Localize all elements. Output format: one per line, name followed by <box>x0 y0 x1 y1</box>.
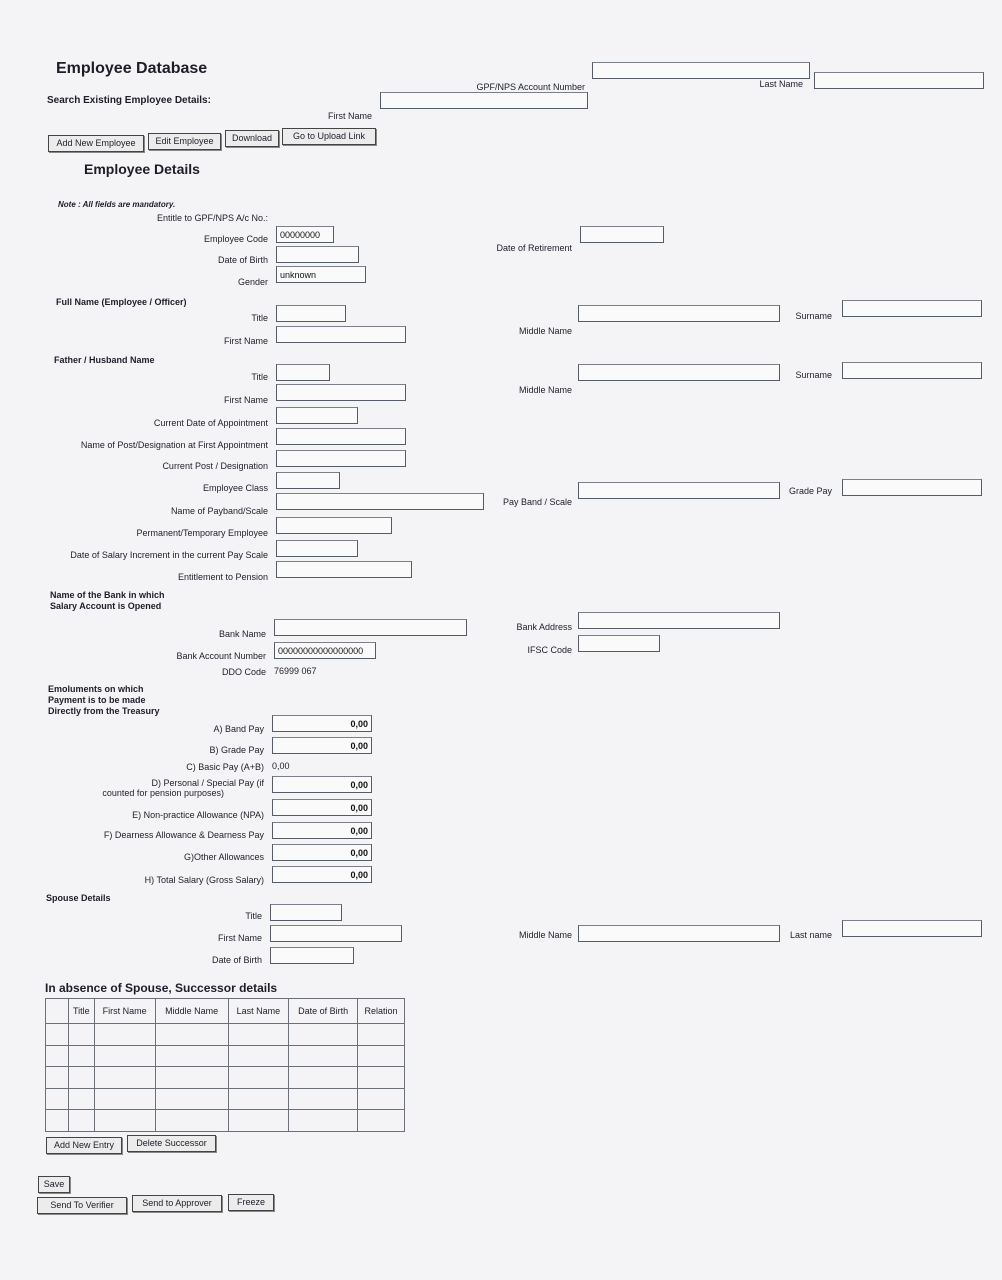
bank-heading: Name of the Bank in which Salary Account is Opened <box>50 590 165 611</box>
first-name-search-input[interactable] <box>380 92 588 109</box>
increment-label: Date of Salary Increment in the current Pay Scale <box>70 550 268 560</box>
col-dob: Date of Birth <box>289 999 358 1024</box>
personal-pay-label-1: D) Personal / Special Pay (if <box>151 778 264 788</box>
spouse-dob-label: Date of Birth <box>211 955 262 965</box>
freeze-button[interactable]: Freeze <box>228 1194 274 1211</box>
send-verifier-button[interactable]: Send To Verifier <box>37 1197 127 1214</box>
last-name-search-label: Last Name <box>759 79 803 89</box>
save-button[interactable]: Save <box>38 1176 70 1193</box>
spouse-dob-input[interactable] <box>270 947 354 964</box>
da-label: F) Dearness Allowance & Dearness Pay <box>103 830 264 840</box>
gpf-search-label: GPF/NPS Account Number <box>476 82 585 92</box>
payband-name-input[interactable] <box>276 493 484 510</box>
gpf-search-input[interactable] <box>592 62 810 79</box>
payband-name-label: Name of Payband/Scale <box>170 506 268 516</box>
grade-pay-label: Grade Pay <box>788 486 832 496</box>
add-entry-button[interactable]: Add New Entry <box>46 1137 122 1154</box>
dob-input[interactable] <box>276 246 359 263</box>
spouse-middle-input[interactable] <box>578 925 780 942</box>
entitle-label: Entitle to GPF/NPS A/c No.: <box>156 213 268 223</box>
ddo-value: 76999 067 <box>274 666 317 676</box>
emoluments-heading: Emoluments on which Payment is to be made Directly from the Treasury <box>48 684 160 716</box>
col-last-name: Last Name <box>228 999 289 1024</box>
spouse-middle-label: Middle Name <box>518 930 572 940</box>
pension-label: Entitlement to Pension <box>177 572 268 582</box>
details-heading: Employee Details <box>84 161 200 177</box>
retirement-label: Date of Retirement <box>496 243 572 253</box>
other-allowances-input[interactable] <box>272 844 372 861</box>
npa-label: E) Non-practice Allowance (NPA) <box>132 810 264 820</box>
full-name-middle-label: Middle Name <box>518 326 572 336</box>
account-input[interactable] <box>274 642 376 659</box>
employee-code-label: Employee Code <box>203 234 268 244</box>
table-row[interactable] <box>46 1024 405 1046</box>
band-pay-input[interactable] <box>272 715 372 732</box>
payband-input[interactable] <box>578 482 780 499</box>
other-allowances-label: G)Other Allowances <box>183 852 264 862</box>
father-first-input[interactable] <box>276 384 406 401</box>
class-label: Employee Class <box>202 483 268 493</box>
father-surname-label: Surname <box>795 370 832 380</box>
spouse-first-label: First Name <box>217 933 262 943</box>
last-name-search-input[interactable] <box>814 72 984 89</box>
personal-pay-input[interactable] <box>272 776 372 793</box>
account-label: Bank Account Number <box>176 651 266 661</box>
spouse-last-input[interactable] <box>842 920 982 937</box>
bank-name-label: Bank Name <box>218 629 266 639</box>
father-surname-input[interactable] <box>842 362 982 379</box>
send-approver-button[interactable]: Send to Approver <box>132 1195 222 1212</box>
upload-link-button[interactable]: Go to Upload Link <box>282 128 376 145</box>
pension-input[interactable] <box>276 561 412 578</box>
dob-label: Date of Birth <box>217 255 268 265</box>
increment-input[interactable] <box>276 540 358 557</box>
father-middle-label: Middle Name <box>518 385 572 395</box>
full-name-title-input[interactable] <box>276 305 346 322</box>
first-name-search-label: First Name <box>327 111 372 121</box>
perm-temp-label: Permanent/Temporary Employee <box>136 528 268 538</box>
total-salary-label: H) Total Salary (Gross Salary) <box>144 875 264 885</box>
spouse-first-input[interactable] <box>270 925 402 942</box>
basic-pay-label: C) Basic Pay (A+B) <box>186 762 264 772</box>
ifsc-input[interactable] <box>578 635 660 652</box>
full-name-surname-label: Surname <box>795 311 832 321</box>
current-post-input[interactable] <box>276 450 406 467</box>
father-title-label: Title <box>251 372 268 382</box>
table-row[interactable] <box>46 1110 405 1132</box>
table-row[interactable] <box>46 1045 405 1067</box>
col-title: Title <box>69 999 95 1024</box>
successor-header-row <box>46 999 405 1024</box>
first-post-input[interactable] <box>276 428 406 445</box>
perm-temp-input[interactable] <box>276 517 392 534</box>
full-name-surname-input[interactable] <box>842 300 982 317</box>
full-name-title-label: Title <box>251 313 268 323</box>
successor-table <box>45 998 405 1132</box>
full-name-first-input[interactable] <box>276 326 406 343</box>
delete-successor-button[interactable]: Delete Successor <box>127 1135 216 1152</box>
spouse-title-label: Title <box>245 911 262 921</box>
father-heading: Father / Husband Name <box>54 355 155 365</box>
checkbox-column-header <box>46 999 69 1024</box>
edit-employee-button[interactable]: Edit Employee <box>148 133 221 150</box>
appointment-date-input[interactable] <box>276 407 358 424</box>
gender-input[interactable] <box>276 266 366 283</box>
first-post-label: Name of Post/Designation at First Appointment <box>80 440 268 450</box>
da-input[interactable] <box>272 822 372 839</box>
grade-pay-emol-label: B) Grade Pay <box>209 745 264 755</box>
class-input[interactable] <box>276 472 340 489</box>
current-post-label: Current Post / Designation <box>162 461 268 471</box>
add-new-employee-button[interactable]: Add New Employee <box>48 135 144 152</box>
full-name-heading: Full Name (Employee / Officer) <box>56 297 187 307</box>
search-heading: Search Existing Employee Details: <box>47 95 211 106</box>
spouse-heading: Spouse Details <box>46 893 111 903</box>
grade-pay-emol-input[interactable] <box>272 737 372 754</box>
successor-heading: In absence of Spouse, Successor details <box>45 981 278 995</box>
basic-pay-value: 0,00 <box>272 761 290 771</box>
spouse-title-input[interactable] <box>270 904 342 921</box>
mandatory-note: Note : All fields are mandatory. <box>58 200 176 209</box>
total-salary-input[interactable] <box>272 866 372 883</box>
col-relation: Relation <box>358 999 405 1024</box>
band-pay-label: A) Band Pay <box>213 724 264 734</box>
retirement-input[interactable] <box>580 226 664 243</box>
bank-name-input[interactable] <box>274 619 467 636</box>
full-name-middle-input[interactable] <box>578 305 780 322</box>
ifsc-label: IFSC Code <box>527 645 572 655</box>
table-row[interactable] <box>46 1067 405 1089</box>
father-middle-input[interactable] <box>578 364 780 381</box>
full-name-first-label: First Name <box>223 336 268 346</box>
download-button[interactable]: Download <box>225 130 279 147</box>
appointment-date-label: Current Date of Appointment <box>153 418 268 428</box>
father-first-label: First Name <box>223 395 268 405</box>
ddo-label: DDO Code <box>221 667 266 677</box>
bank-address-input[interactable] <box>578 612 780 629</box>
page-title: Employee Database <box>56 60 208 77</box>
table-row[interactable] <box>46 1088 405 1110</box>
father-title-input[interactable] <box>276 364 330 381</box>
gender-label: Gender <box>237 277 268 287</box>
col-first-name: First Name <box>94 999 155 1024</box>
grade-pay-input[interactable] <box>842 479 982 496</box>
bank-address-label: Bank Address <box>516 622 572 632</box>
col-middle-name: Middle Name <box>155 999 228 1024</box>
employee-code-input[interactable] <box>276 226 334 243</box>
personal-pay-label-2: counted for pension purposes) <box>102 788 224 798</box>
payband-label: Pay Band / Scale <box>502 497 572 507</box>
npa-input[interactable] <box>272 799 372 816</box>
spouse-last-label: Last name <box>789 930 832 940</box>
